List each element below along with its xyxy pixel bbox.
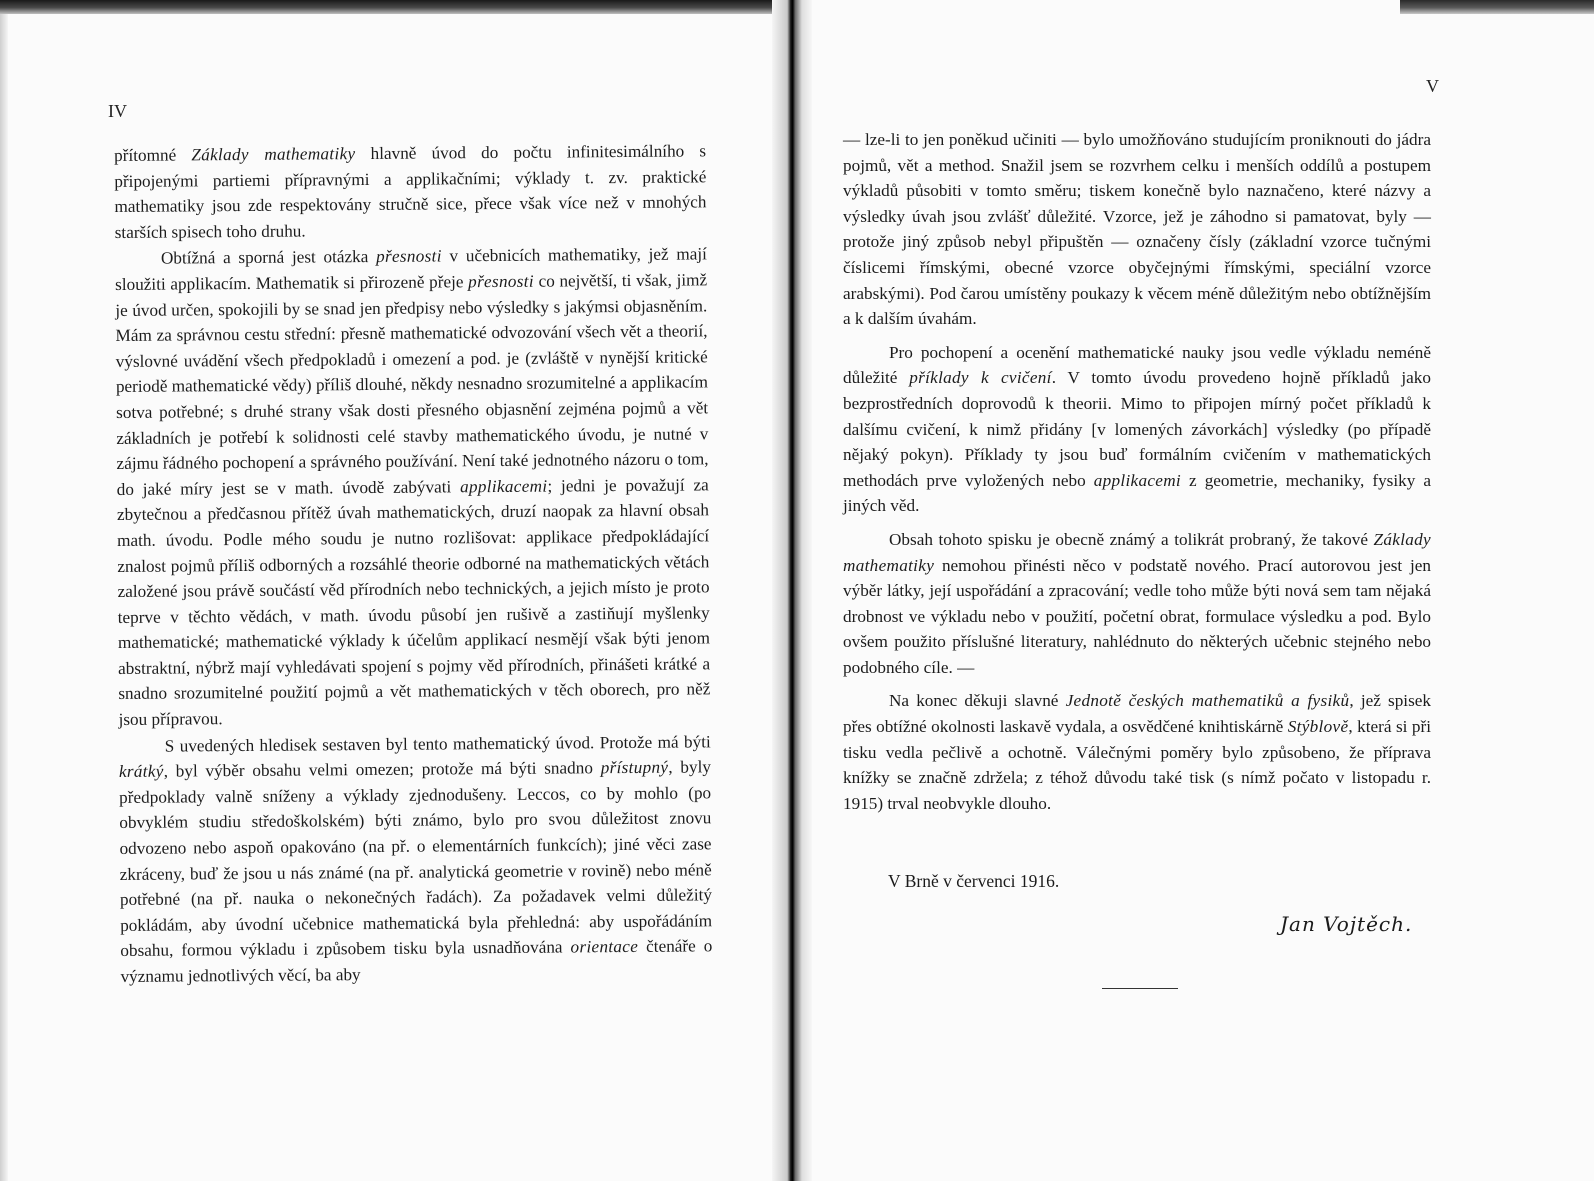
page-number-left: IV [108,101,127,121]
italic-emphasis: Stýblově [1287,717,1349,737]
right-page-text [843,127,1431,824]
italic-emphasis: orientace [570,937,639,957]
closing-rule [1102,988,1178,989]
left-page [0,0,770,1181]
italic-emphasis: Základy mathematiky [843,529,1431,575]
italic-emphasis: applikacemi [460,476,548,497]
right-page [812,0,1594,1181]
paragraph: Pro pochopení a ocenění mathematické nauky jsou vedle výkladu neméně důležité příklady k cvičení. V tomto úvodu provedeno hojně příkladů jako bezprostředních doprovodů k theorii. Mimo to připojen mírný počet příkladů k dalšímu cvičení, k nimž přidány [v lomených závorkách] výsledky (po případě nějaký pokyn). Příklady ty jsou buď formálním cvičením v mathematických methodách prve vyložených nebo applikacemi z geometrie, mechaniky, fysiky a jiných věd. [843,342,1431,516]
italic-emphasis: příklady k cvičení [909,368,1052,388]
author-signature: Jan Vojtěch. [1280,912,1413,936]
paragraph: přítomné Základy mathematiky hlavně úvod do počtu infinitesimálního s připojenými partiemi přípravnými a applikačními; výklady t. zv. praktické mathematiky jsou zde respektovány stručně sice, přece však více než v mnohých starších spisech toho druhu. [114,141,707,242]
book-gutter [772,0,812,1181]
italic-emphasis: applikacemi [1093,470,1182,490]
italic-emphasis: krátký [118,761,164,782]
paragraph: S uvedených hledisek sestaven byl tento mathematický úvod. Protože má býti krátký, byl výběr obsahu velmi omezen; protože má býti snadno přístupný, byly předpoklady valně sníženy a výklady zjednodušeny. Leccos, co by mohlo (po obvyklém studiu středoškolském) býti známo, bylo pro svou důležitost znovu odvozeno nebo aspoň opakováno (na př. o elementárních funkcích); jiné věci zase zkráceny, buď že jsou u nás známé (na př. analytická geometrie v rovině) nebo méně potřebné (na př. nauka o nekonečných řadách). Za požadavek velmi důležitý pokládám, aby úvodní učebnice mathematická byla přehledná: aby uspořádáním obsahu, formou výkladu i způsobem tisku byla usnadňována orientace čtenáře o významu jednotlivých věcí, ba aby [118,731,713,986]
left-page-text [114,138,713,990]
paragraph: Na konec děkuji slavné Jednotě českých mathematiků a fysiků, jež spisek přes obtížné okolnosti laskavě vydala, a osvědčené knihtiskárně Stýblově, která si při tisku vedla pečlivě a ochotně. Válečnými poměry bylo způsobeno, že příprava knížky se značně zdržela; z téhož důvodu také tisk (s nímž počato v listopadu r. 1915) trval neobvykle dlouho. [843,691,1431,813]
italic-emphasis: přesnosti [468,271,534,292]
italic-emphasis: Základy mathematiky [191,144,356,165]
page-number-right: V [1426,76,1439,96]
paragraph: Obtížná a sporná jest otázka přesnosti v učebnicích mathematiky, jež mají sloužiti applikacím. Mathematik si přirozeně přeje přesnosti co největší, ti však, jimž je úvod určen, spokojili by se snad jen předpisy nebo výsledky s jakýmsi objasněním. Mám za správnou cestu střední: přesně mathematické odvozování všech vět a theorií, výslovné uvádění všech předpokladů i omezení a pod. je (zvláště v nynější kritické periodě mathematické vědy) příliš dlouhé, někdy nesnadno srozumitelné a applikacím sotva potřebné; s druhé strany však dosti přesného objasnění zejména pojmů a vět základních je potřebí k solidnosti celé stavby mathematického úvodu, je nutné v zájmu řádného pochopení a správného používání. Není také jednotného názoru o tom, do jaké míry jest se v math. úvodě zabývati applikacemi; jedni je považují za zbytečnou a předčasnou přítěž úvah mathematických, druzí naopak za hlavní obsah math. úvodu. Podle mého soudu je nutno rozlišovat: applikace předpokládající znalost pojmů příliš odborných a rozsáhlé theorie odborné na mathematických větách založené jsou právě součástí věd přírodních nebo technických, a jejich místo je proto teprve v těchto vědách, v math. úvodu působí jen rušivě a zastiňují myšlenky mathematické; mathematické výklady k účelům applikací nesmějí však býti jenom abstraktní, nýbrž mají vyhledávati spojení s pojmy věd přírodních, přinášeti krátké a snadno srozumitelné použití pojmů a vět mathematických v těch oborech, pro něž jsou přípravou. [115,244,711,730]
italic-emphasis: Jednotě českých mathematiků a fysiků [1065,691,1350,711]
place-and-date: V Brně v červenci 1916. [888,871,1060,891]
italic-emphasis: přístupný [600,757,669,778]
paragraph: — lze-li to jen poněkud učiniti — bylo umožňováno studujícím proniknouti do jádra pojmů, vět a method. Snažil jsem se rozvrhem celku i menších oddílů a postupem výkladů působiti v tomto směru; tiskem konečně bylo naznačeno, které názvy a výsledky úvah jsou zvlášť důležité. Vzorce, jež je záhodno si pamatovat, byly — protože jiný způsob nebyl připuštěn — označeny čísly (základní vzorce tučnými číslicemi římskými, obecné vzorce obyčejnými římskými, speciální vzorce arabskými). Pod čarou umístěny poukazy k věcem méně důležitým nebo obtížnějším a k dalším úvahám. [843,130,1431,329]
paragraph: Obsah tohoto spisku je obecně známý a tolikrát probraný, že takové Základy mathematiky nemohou přinésti něco v podstatě nového. Prací autorovou jest jen výběr látky, její uspořádání a zpracování; vedle toho může býti nová sem tam nějaká drobnost ve výkladu nebo v použití, početní obrat, formulace výsledku a pod. Bylo ovšem použito příslušné literatury, nahlédnuto do některých učebnic stejného nebo podobného cíle. — [843,529,1431,677]
italic-emphasis: přesnosti [375,246,442,267]
